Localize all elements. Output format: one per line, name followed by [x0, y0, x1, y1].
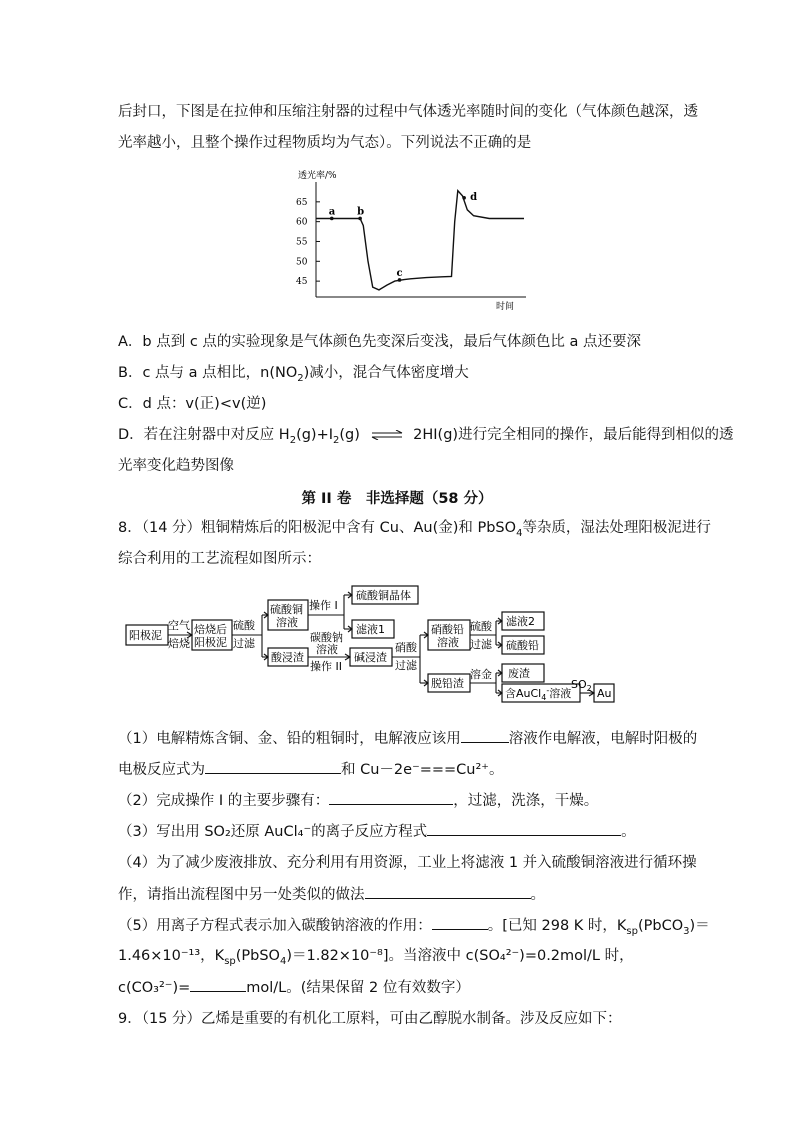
node-alkali-residue-label: 碱浸渣 — [354, 651, 387, 664]
q8-intro-line-2: 综合利用的工艺流程如图所示： — [118, 551, 321, 567]
node-aucl4-label: 含AuCl$_4$-溶液 — [505, 686, 572, 702]
node-roasted-slime-label: 焙烧后 — [194, 623, 227, 636]
node-anode-slime-label: 阳极泥 — [129, 629, 162, 642]
answer-blank[interactable] — [329, 790, 453, 805]
q8-part-3: （3）写出用 SO₂还原 AuCl₄⁻的离子反应方程式 。 — [118, 821, 636, 842]
intro-line-1: 后封口，下图是在拉伸和压缩注射器的过程中气体透光率随时间的变化（气体颜色越深，透 — [118, 104, 698, 120]
q8-part-5-line-2: 1.46×10⁻¹³，$K_{sp}(PbSO_4)=1.82\times 10^{-8}$]。当溶液中 c(SO₄²⁻)=0.2mol/L 时， — [118, 948, 634, 967]
node-waste-residue-label: 废渣 — [508, 667, 530, 680]
answer-blank[interactable] — [461, 728, 509, 743]
y-axis-label: 透光率/% — [298, 171, 337, 181]
y-tick-label: 45 — [296, 277, 308, 288]
option-d-line-2: 光率变化趋势图像 — [118, 458, 234, 474]
edge-filter2-label: 过滤 — [395, 659, 417, 672]
answer-blank[interactable] — [365, 884, 531, 899]
y-tick-label: 55 — [296, 237, 308, 248]
node-pbso4-label: 硫酸铅 — [506, 639, 539, 652]
process-flowchart — [122, 580, 622, 710]
edge-dissolve-gold-label: 溶金 — [470, 668, 492, 681]
node-deleaded-residue-label: 脱铅渣 — [431, 677, 464, 690]
option-b: B．c 点与 a 点相比，$n(NO_2)$减小，混合气体密度增大 — [118, 365, 469, 384]
edge-h2so4-2-label: 硫酸 — [470, 620, 492, 633]
q8-intro: 8．（14 分）粗铜精炼后的阳极泥中含有 Cu、Au(金)和 PbSO$_4$等杂质，湿法处理阳极泥进行 — [118, 520, 711, 539]
x-axis-label: 时间 — [496, 302, 515, 312]
edge-na2co3-label: 碳酸钠 — [310, 631, 343, 644]
q8-part-4: （4）为了减少废液排放、充分利用有用资源，工业上将滤液 1 并入硫酸铜溶液进行循环操 — [118, 855, 697, 871]
edge-op2-label: 操作 II — [310, 660, 342, 673]
point-label-a: a — [328, 206, 336, 218]
y-tick-label: 65 — [296, 197, 308, 208]
edge-solution-label: 溶液 — [316, 643, 338, 656]
node-acid-residue-label: 酸浸渣 — [271, 651, 304, 664]
transmittance-chart — [290, 164, 530, 314]
edge-h2so4-label: 硫酸 — [233, 619, 255, 632]
edge-roast-label: 焙烧 — [168, 637, 190, 650]
node-filtrate-2-label: 滤液2 — [506, 615, 535, 628]
edge-filter-label: 过滤 — [233, 637, 255, 650]
point-marker-d — [462, 196, 466, 200]
answer-blank[interactable] — [427, 821, 621, 836]
option-c: C．d 点：v(正)<v(逆) — [118, 396, 267, 412]
answer-blank[interactable] — [432, 915, 488, 930]
intro-line-2: 光率越小，且整个操作过程物质均为气态）。下列说法不正确的是 — [118, 135, 532, 151]
point-label-c: c — [396, 267, 403, 279]
answer-blank[interactable] — [205, 759, 341, 774]
option-d: D．若在注射器中对反应 $H_2(g)+I_2(g)$ 2HI(g)进行完全相同的操作，最后能得到相似的透 — [118, 427, 734, 446]
edge-op1-label: 操作 I — [309, 599, 338, 612]
section-title: 第 II 卷 非选择题（58 分） — [301, 491, 493, 507]
answer-blank[interactable] — [190, 977, 246, 992]
node-filtrate-1-label: 滤液1 — [356, 623, 385, 636]
q8-part-4-line-2: 作，请指出流程图中另一处类似的做法 。 — [118, 884, 545, 905]
q8-part-5: （5）用离子方程式表示加入碳酸钠溶液的作用： 。[已知 298 K 时，$K_{sp}(PbCO_3)=$ — [118, 915, 710, 936]
edge-air-label: 空气 — [168, 619, 190, 632]
edge-filter3-label: 过滤 — [470, 638, 492, 651]
y-tick-label: 60 — [296, 217, 308, 228]
edge-hno3-label: 硝酸 — [395, 641, 417, 654]
series-line — [316, 191, 524, 290]
node-au-label: Au — [597, 687, 612, 700]
edge-so2-label: $SO_2$ — [571, 678, 592, 693]
node-cuso4-crystal-label: 硫酸铜晶体 — [356, 589, 411, 602]
point-label-d: d — [470, 191, 478, 203]
q8-part-2: （2）完成操作 I 的主要步骤有： ，过滤，洗涤，干燥。 — [118, 790, 598, 811]
node-roasted-slime-label-2: 阳极泥 — [194, 636, 227, 649]
q8-part-5-line-3: c(CO₃²⁻)= mol/L。(结果保留 2 位有效数字） — [118, 977, 470, 998]
q9-intro: 9．（15 分）乙烯是重要的有机化工原料，可由乙醇脱水制备。涉及反应如下： — [118, 1011, 622, 1027]
point-label-b: b — [357, 206, 365, 218]
node-pbno3-label: 硝酸铅 — [431, 623, 464, 636]
node-cuso4-label: 硫酸铜 — [270, 603, 303, 616]
q8-part-1: （1）电解精炼含铜、金、铅的粗铜时，电解液应该用 溶液作电解液，电解时阳极的 — [118, 728, 697, 749]
option-a: A．b 点到 c 点的实验现象是气体颜色先变深后变浅，最后气体颜色比 a 点还要深 — [118, 334, 642, 350]
q8-part-1-line-2: 电极反应式为 和 Cu－2e⁻===Cu²⁺。 — [118, 759, 503, 780]
node-cuso4-label-2: 溶液 — [276, 616, 298, 629]
node-pbno3-label-2: 溶液 — [437, 636, 459, 649]
y-tick-label: 50 — [296, 257, 308, 268]
equilibrium-arrow-icon — [371, 430, 403, 440]
